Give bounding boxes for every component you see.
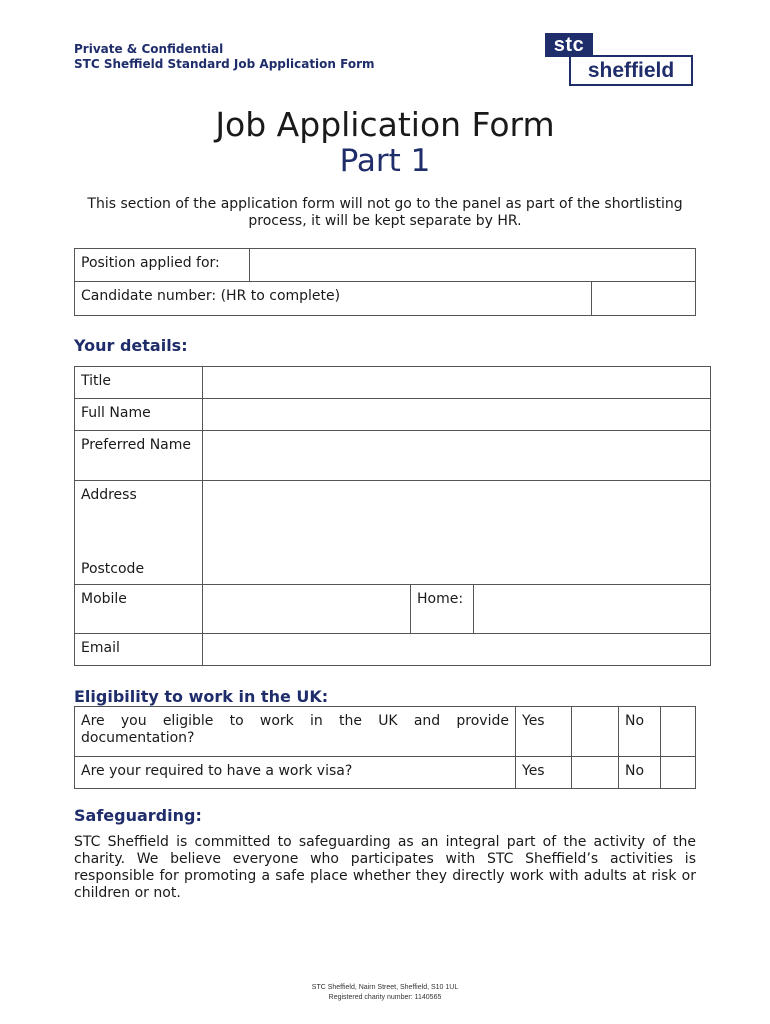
no-checkbox-1[interactable] xyxy=(661,707,696,757)
page-subtitle: Part 1 xyxy=(339,143,431,179)
stc-sheffield-logo xyxy=(545,33,693,87)
preferred-name-field[interactable] xyxy=(203,431,711,481)
logo-sheffield-text: sheffield xyxy=(569,55,693,86)
preferred-name-label: Preferred Name xyxy=(75,431,203,481)
eligibility-question-1: Are you eligible to work in the UK and provide documentation? xyxy=(75,707,516,757)
title-label: Title xyxy=(75,367,203,399)
eligibility-table xyxy=(74,706,696,789)
intro-text: This section of the application form will not go to the panel as part of the shortlisting process, it will be kept separate by HR. xyxy=(87,196,683,229)
full-name-label: Full Name xyxy=(75,399,203,431)
yes-checkbox-2[interactable] xyxy=(572,757,619,789)
logo-stc-text: stc xyxy=(545,33,593,57)
email-field[interactable] xyxy=(203,634,711,666)
title-field[interactable] xyxy=(203,367,711,399)
no-checkbox-2[interactable] xyxy=(661,757,696,789)
home-label: Home: xyxy=(411,585,474,634)
position-field[interactable] xyxy=(250,249,696,282)
email-label: Email xyxy=(75,634,203,666)
yes-label-1: Yes xyxy=(516,707,572,757)
page-title: Job Application Form xyxy=(215,105,555,144)
postcode-label: Postcode xyxy=(81,561,145,577)
no-label-1: No xyxy=(619,707,661,757)
safeguarding-text: STC Sheffield is committed to safeguarding as an integral part of the activity of the charity. We believe everyone who participates with STC Sheffield’s activities is responsible for promoting a safe place whether they directly work with adults at risk or children or not. xyxy=(74,834,696,901)
your-details-heading: Your details: xyxy=(74,336,188,355)
address-field[interactable] xyxy=(203,481,711,585)
eligibility-question-2: Are your required to have a work visa? xyxy=(75,757,516,789)
full-name-field[interactable] xyxy=(203,399,711,431)
address-label: Address xyxy=(81,487,137,503)
home-field[interactable] xyxy=(474,585,711,634)
confidential-label: Private & Confidential xyxy=(74,42,224,56)
yes-label-2: Yes xyxy=(516,757,572,789)
safeguarding-heading: Safeguarding: xyxy=(74,806,202,825)
eligibility-heading: Eligibility to work in the UK: xyxy=(74,687,329,706)
footer-charity-number: Registered charity number: 1140565 xyxy=(328,994,442,1001)
footer-address: STC Sheffield, Nairn Street, Sheffield, S10 1UL xyxy=(311,984,459,991)
mobile-label: Mobile xyxy=(75,585,203,634)
page-footer xyxy=(0,983,770,1003)
candidate-number-field[interactable] xyxy=(592,282,696,316)
address-label-cell xyxy=(75,481,203,585)
position-label: Position applied for: xyxy=(75,249,250,282)
mobile-field[interactable] xyxy=(203,585,411,634)
no-label-2: No xyxy=(619,757,661,789)
position-table xyxy=(74,248,696,316)
document-header xyxy=(74,42,375,72)
candidate-number-label: Candidate number: (HR to complete) xyxy=(75,282,592,316)
details-table xyxy=(74,366,711,666)
form-name-label: STC Sheffield Standard Job Application Form xyxy=(74,57,375,71)
yes-checkbox-1[interactable] xyxy=(572,707,619,757)
